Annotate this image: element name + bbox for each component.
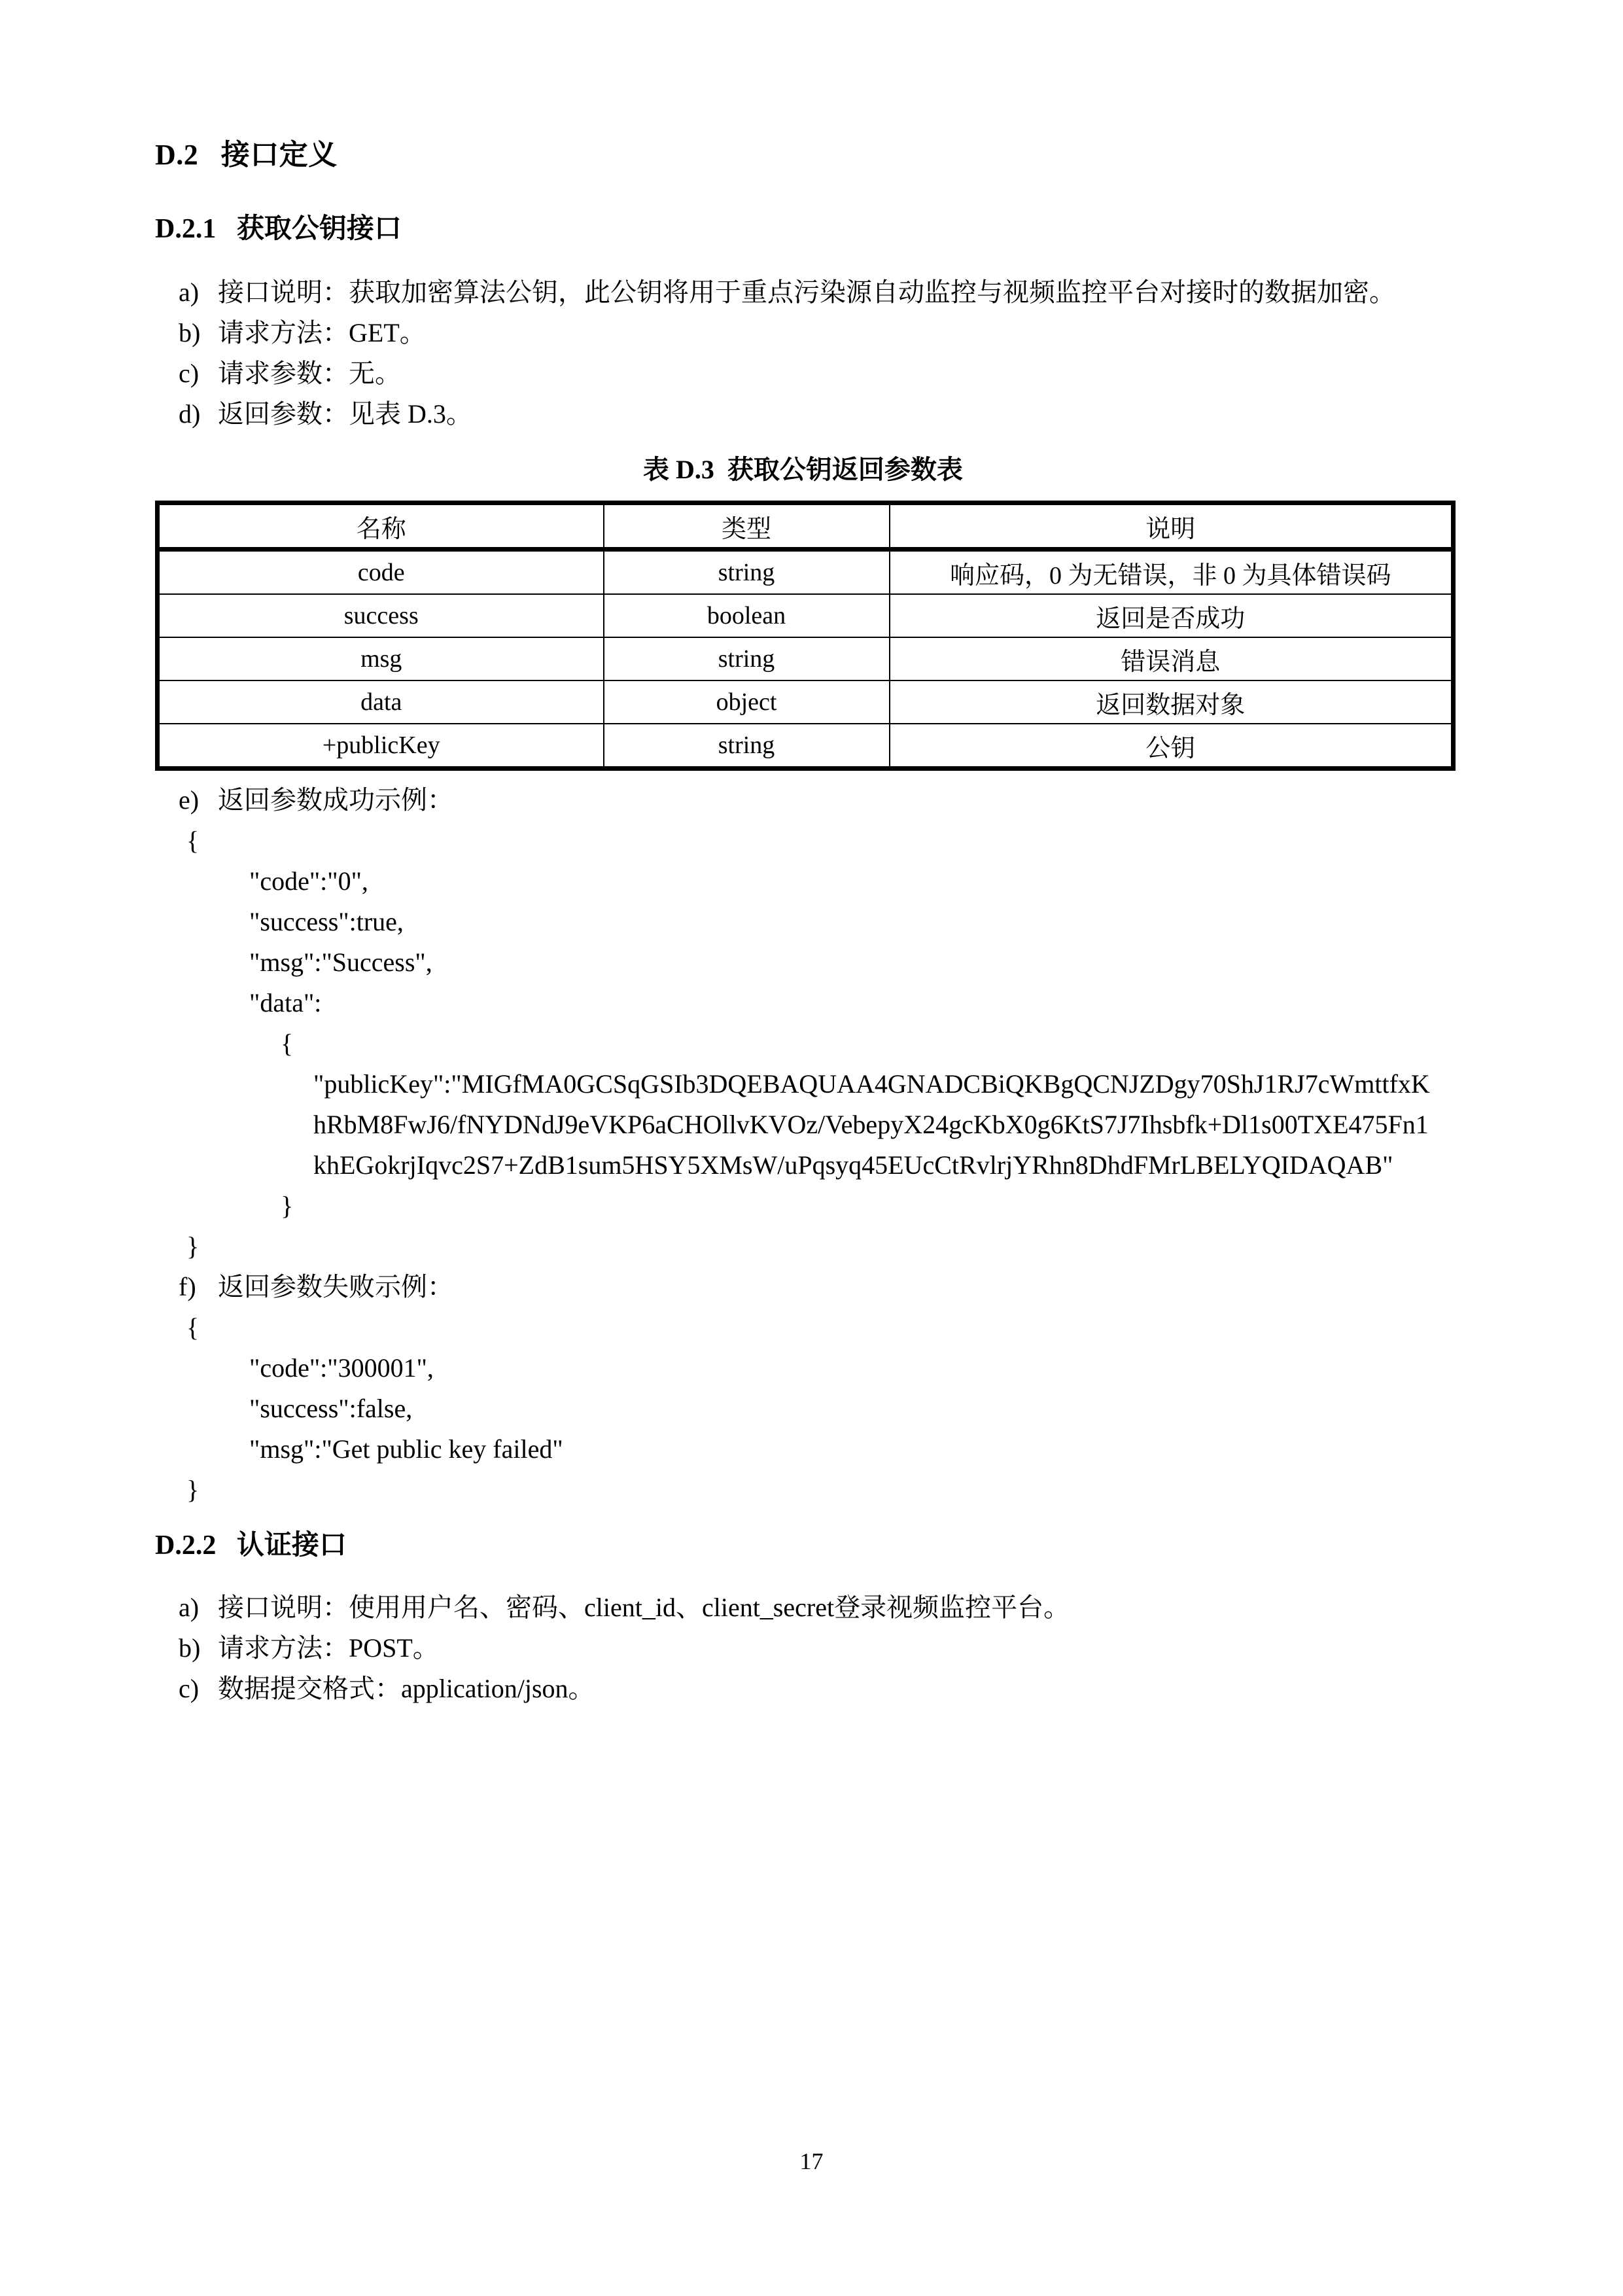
list-item-d21-a [155,272,1451,313]
table-row [158,594,1454,637]
table-row [158,680,1454,724]
cell-name: data [158,680,604,724]
heading-d22-title: 认证接口 [236,1530,347,1561]
list-item-d22-a [155,1587,1451,1628]
cell-description: 公钥 [890,724,1454,769]
heading-d2-title: 接口定义 [220,139,338,171]
list-item-text: 返回参数失败示例： [218,1272,453,1301]
list-marker: c) [179,1674,200,1703]
cell-name: code [158,550,604,595]
column-header-name: 名称 [158,503,604,550]
list-marker: a) [179,1593,200,1622]
cell-type: boolean [604,594,890,637]
code-line-data: "data": [249,988,322,1017]
list-marker: b) [179,1633,201,1663]
code-fail-line-success: "success":false, [249,1394,413,1423]
table-caption: 表 D.3 获取公钥返回参数表 [643,455,963,484]
list-item-d21-d [155,394,1451,434]
list-marker: e) [179,785,200,815]
column-header-description: 说明 [890,503,1454,550]
cell-description: 返回数据对象 [890,680,1454,724]
cell-name: success [158,594,604,637]
list-marker: d) [179,399,201,429]
code-fail-close-brace: } [186,1475,200,1504]
table-row [158,724,1454,769]
cell-type: string [604,550,890,595]
heading-d22 [155,1523,1451,1563]
table-row [158,637,1454,680]
page-number: 17 [799,2148,824,2174]
table-header-row [158,503,1454,550]
cell-type: object [604,680,890,724]
list-marker: c) [179,359,200,388]
code-inner-close-brace: } [281,1191,294,1220]
list-item-text: 返回参数：见表 D.3。 [218,399,472,429]
list-item-text: 数据提交格式：application/json。 [218,1674,595,1703]
column-header-type: 类型 [604,503,890,550]
code-open-brace: { [186,826,200,855]
heading-d2 [155,131,1451,173]
code-line-public-key: "publicKey":"MIGfMA0GCSqGSIb3DQEBAQUAA4GNADCBiQKBgQCNJZDgy70ShJ1RJ7cWmttfxKhRbM8FwJ6/fNYDNdJ9eVKP6aCHOllvKVOz/VebepyX24gcKbX0g6KtS7J7Ihsbfk+Dl1s00TXE475Fn1khEGokrjIqvc2S7+ZdB1sum5HSY5XMsW/uPqsyq45EUcCtRvlrjYRhn8DhdFMrLBELYQIDAQAB" [313,1069,1430,1180]
heading-d21-title: 获取公钥接口 [236,214,402,244]
list-item-d21-f [155,1267,1451,1307]
list-item-d22-c [155,1669,1451,1709]
code-line-success: "success":true, [249,907,404,936]
cell-description: 错误消息 [890,637,1454,680]
cell-description: 响应码，0 为无错误，非 0 为具体错误码 [890,550,1454,595]
list-item-text: 请求方法：GET。 [218,318,426,347]
heading-d21 [155,207,1451,246]
table-row [158,550,1454,595]
code-inner-open-brace: { [281,1029,294,1058]
list-item-d21-b [155,313,1451,353]
table-d3 [155,501,1456,771]
page-content [155,0,1451,1709]
list-item-d22-b [155,1628,1451,1669]
list-marker: b) [179,318,201,347]
code-fail-open-brace: { [186,1313,200,1342]
code-close-brace: } [186,1231,200,1261]
code-line-code: "code":"0", [249,866,368,896]
list-item-text: 接口说明：使用用户名、密码、client_id、client_secret登录视频监控平台。 [218,1593,1070,1622]
code-line-msg: "msg":"Success", [249,947,432,977]
cell-name: +publicKey [158,724,604,769]
cell-description: 返回是否成功 [890,594,1454,637]
heading-d2-number: D.2 [155,139,199,171]
page-footer [0,2147,1623,2175]
heading-d22-number: D.2.2 [155,1530,217,1561]
cell-type: string [604,637,890,680]
list-item-d21-e [155,780,1451,821]
cell-type: string [604,724,890,769]
list-item-d21-c [155,353,1451,394]
list-item-text: 返回参数成功示例： [218,785,453,815]
list-marker: a) [179,277,200,307]
list-marker: f) [179,1272,196,1301]
heading-d21-number: D.2.1 [155,214,217,244]
list-item-text: 接口说明：获取加密算法公钥，此公钥将用于重点污染源自动监控与视频监控平台对接时的数据加密。 [218,277,1395,307]
code-fail-line-code: "code":"300001", [249,1353,434,1383]
list-item-text: 请求参数：无。 [218,359,401,388]
list-item-text: 请求方法：POST。 [218,1633,439,1663]
code-fail-line-msg: "msg":"Get public key failed" [249,1434,563,1464]
cell-name: msg [158,637,604,680]
